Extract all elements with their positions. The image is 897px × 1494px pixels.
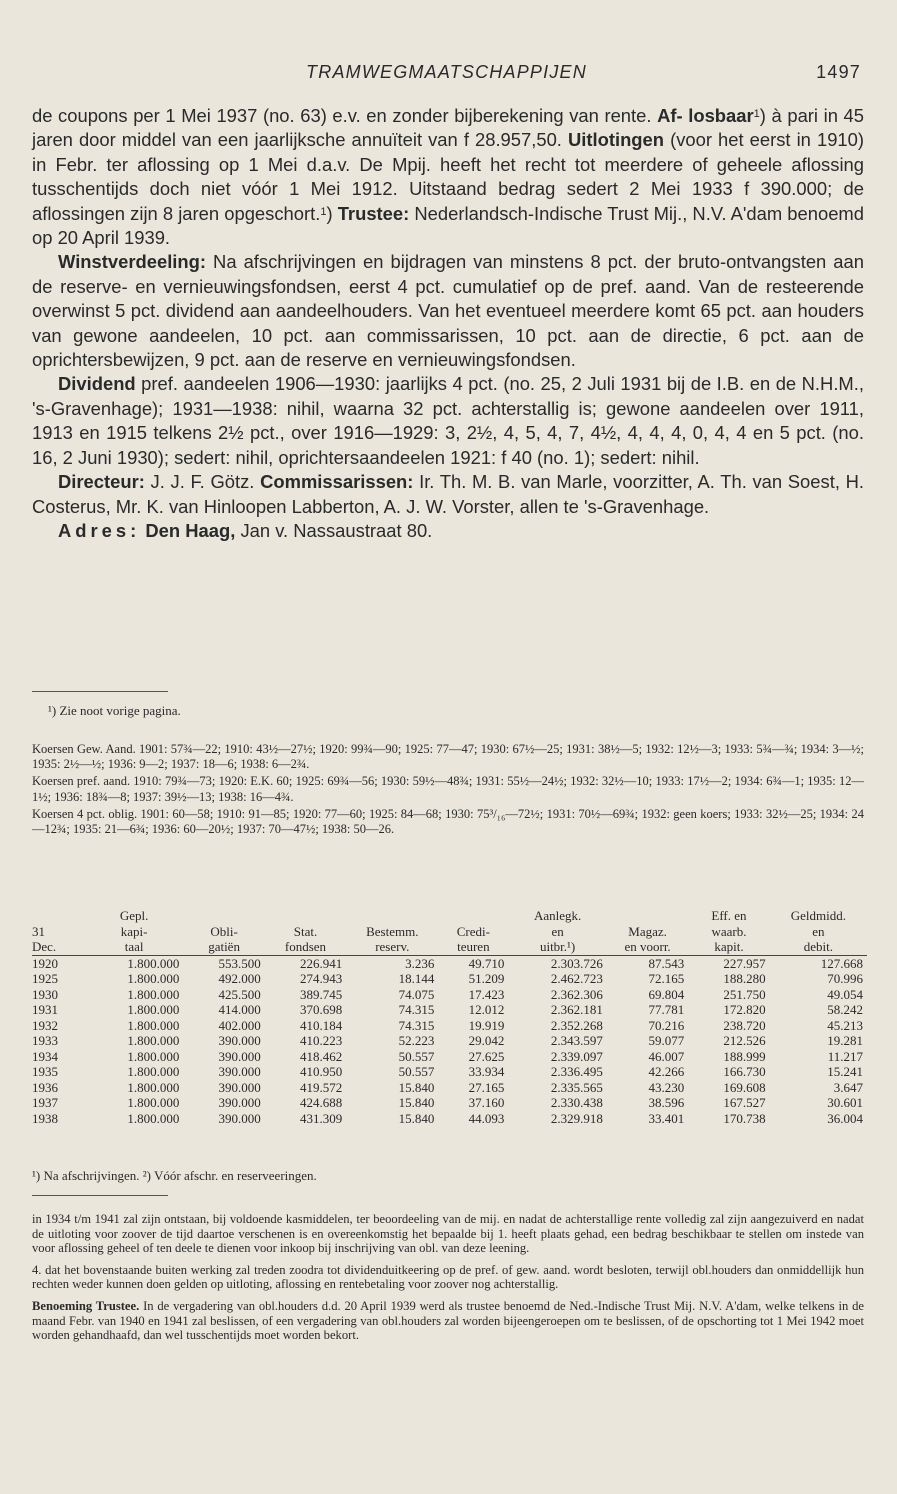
column-header: waarb. <box>711 923 747 939</box>
bold-term: Adres: <box>58 519 141 541</box>
divider <box>32 691 168 692</box>
table-row <box>32 1111 867 1127</box>
table-cell: 1.800.000 <box>127 1095 180 1110</box>
column-header: Obli- <box>210 923 238 939</box>
row-year: 1930 <box>32 986 58 1002</box>
column-header <box>607 908 688 924</box>
table-cell: 27.625 <box>468 1048 505 1064</box>
koersen-block <box>32 742 864 839</box>
row-year: 1936 <box>32 1079 58 1095</box>
column-header: Dec. <box>32 939 85 955</box>
row-year: 1920 <box>32 955 58 971</box>
table-cell: 188.999 <box>723 1048 766 1064</box>
row-year: 1933 <box>32 1033 58 1048</box>
table-cell: 33.934 <box>468 1064 505 1079</box>
table-cell: 188.280 <box>723 971 766 986</box>
table-cell: 42.266 <box>648 1064 685 1079</box>
table-cell: 2.329.918 <box>550 1110 603 1126</box>
column-header: Bestemm. <box>366 923 419 939</box>
text-run: de coupons per 1 Mei 1937 (no. 63) e.v. en zonder bijberekening van rente. <box>32 105 652 126</box>
table-cell: 419.572 <box>299 1079 343 1095</box>
column-header: taal <box>85 939 184 955</box>
bold-term: Af- <box>657 105 683 126</box>
table-cell: 227.957 <box>723 955 766 971</box>
table-cell: 69.804 <box>648 986 685 1002</box>
table-cell: 58.242 <box>827 1002 863 1017</box>
column-header: debit. <box>770 939 867 955</box>
table-cell: 1.800.000 <box>127 1033 180 1048</box>
table-cell: 170.738 <box>723 1110 766 1126</box>
column-header <box>183 908 264 924</box>
table-cell: 127.668 <box>820 955 863 971</box>
column-header: kapi- <box>120 923 148 939</box>
column-header: en voorr. <box>607 939 688 955</box>
column-header: teuren <box>438 939 508 955</box>
table-cell: 50.557 <box>398 1064 435 1079</box>
running-header <box>32 62 861 86</box>
table-cell: 74.315 <box>398 1017 435 1033</box>
table-cell: 36.004 <box>827 1110 863 1126</box>
table-cell: 390.000 <box>218 1064 261 1079</box>
table-cell: 77.781 <box>648 1002 685 1017</box>
column-header: Aanlegk. <box>533 908 582 923</box>
table-cell: 1.800.000 <box>127 955 180 971</box>
text-run: J. J. F. Götz. <box>150 471 255 493</box>
column-header: Credi- <box>456 923 490 939</box>
table-cell: 390.000 <box>218 1079 261 1095</box>
table-header-row <box>32 939 867 955</box>
table-cell: 2.362.306 <box>550 986 603 1002</box>
table-cell: 410.184 <box>299 1017 343 1033</box>
table-row <box>32 1064 867 1080</box>
paragraph-adres <box>32 519 864 543</box>
table-cell: 19.281 <box>827 1033 863 1048</box>
table-cell: 402.000 <box>218 1017 261 1033</box>
table-header-row <box>32 908 867 924</box>
bold-term: Directeur: <box>58 471 145 493</box>
table-cell: 2.303.726 <box>550 955 603 971</box>
table-cell: 59.077 <box>648 1033 685 1048</box>
column-header: 31 <box>32 923 45 939</box>
text-run: ) <box>326 202 333 224</box>
small-paragraph: in 1934 t/m 1941 zal zijn ontstaan, bij voldoende kasmiddelen, ter beoordeeling van de mij. en nadat de achterstallige rente volledig zal zijn aangezuiverd en nadat de uitloting voor zoover de tijd daartoe verschenen is en overeenkomstig het bepaalde bij 1. heeft plaats gehad, een bedrag beschikbaar te stellen om instede van voor aflossing geheel of ten deele te dienen voor inkoop bij inschrijving van obl. van deze leening. <box>32 1212 864 1256</box>
table-cell: 2.335.565 <box>550 1079 603 1095</box>
bold-term: losbaar <box>688 105 754 126</box>
row-year: 1937 <box>32 1095 58 1110</box>
bold-term: Commissarissen: <box>260 471 414 493</box>
table-cell: 17.423 <box>468 986 505 1002</box>
header-title: TRAMWEGMAATSCHAPPIJEN <box>306 62 587 82</box>
table-cell: 410.950 <box>299 1064 343 1079</box>
table-cell: 12.012 <box>468 1002 505 1017</box>
footnote: ¹) Zie noot vorige pagina. <box>48 703 181 718</box>
table-cell: 15.840 <box>398 1095 435 1110</box>
table-cell: 15.840 <box>398 1079 435 1095</box>
text-run: ) à pari in 45 jaren door middel van een jaarlijksche annuïteit van f 28.957,50. <box>32 105 864 151</box>
table-cell: 52.223 <box>398 1033 435 1048</box>
table-cell: 70.216 <box>648 1017 685 1033</box>
table-cell: 2.330.438 <box>550 1095 603 1110</box>
paragraph-winstverdeeling <box>32 250 864 372</box>
table-cell: 15.241 <box>827 1064 863 1079</box>
text-run: Na afschrijvingen en bijdragen van minstens 8 pct. der bruto-ontvangsten aan de reserve- en vernieuwingsfondsen, eerst 4 pct. cumulatief op de pref. aand. Van de resteerende overwinst 5 pct. dividend aan aandeelhouders. Van het eventueel meerdere komt 65 pct. aan houders van gewone aandeelen, 10 pct. aan commissarissen, 10 pct. aan de directie, 6 pct. aan de oprichtersbewijzen, 9 pct. aan de reserve en vernieuwingsfondsen. <box>32 251 864 371</box>
table-cell: 238.720 <box>723 1017 766 1033</box>
table-cell: 553.500 <box>218 955 261 971</box>
column-header: Gepl. <box>119 908 149 923</box>
bold-term: Benoeming Trustee. <box>32 1298 140 1313</box>
main-text <box>32 104 864 543</box>
financial-table <box>32 908 867 1126</box>
footnote-ref: 1 <box>753 108 760 120</box>
table-cell: 166.730 <box>723 1064 766 1079</box>
table-cell: 3.236 <box>405 955 435 971</box>
table-cell: 33.401 <box>648 1110 685 1126</box>
table-cell: 49.710 <box>468 955 505 971</box>
table-cell: 2.352.268 <box>550 1017 603 1033</box>
table-cell: 418.462 <box>299 1048 343 1064</box>
divider <box>32 1195 168 1196</box>
koersen-oblig: Koersen 4 pct. oblig. 1901: 60—58; 1910: 91—85; 1920: 77—60; 1925: 84—68; 1930: 75³/₁₆—72½; 1931: 70½—69¾; 1932: geen koers; 1933: 32½—25; 1934: 24—12¾; 1935: 21—6¾; 1936: 60—20½; 1937: 70—47½; 1938: 50—26. <box>32 806 864 837</box>
paragraph-directeur <box>32 470 864 519</box>
table-cell: 390.000 <box>218 1095 261 1110</box>
row-year: 1938 <box>32 1110 58 1126</box>
table-cell: 2.336.495 <box>550 1064 603 1079</box>
table-cell: 167.527 <box>723 1095 766 1110</box>
bold-term: Winstverdeeling: <box>58 251 207 273</box>
table-cell: 15.840 <box>398 1110 435 1126</box>
table-cell: 425.500 <box>218 986 261 1002</box>
bold-term: Den Haag, <box>145 519 236 541</box>
table-cell: 44.093 <box>468 1110 505 1126</box>
page-number: 1497 <box>816 62 861 82</box>
table-row <box>32 1033 867 1049</box>
table-cell: 45.213 <box>827 1017 863 1033</box>
table-cell: 38.596 <box>648 1095 685 1110</box>
row-year: 1935 <box>32 1064 58 1079</box>
table-cell: 169.608 <box>723 1079 766 1095</box>
row-year: 1932 <box>32 1017 58 1033</box>
column-header <box>32 908 85 924</box>
table-header-row <box>32 924 867 940</box>
table-cell: 1.800.000 <box>127 1064 180 1079</box>
table-cell: 43.230 <box>648 1079 685 1095</box>
text-run: In de vergadering van obl.houders d.d. 20 April 1939 werd als trustee benoemd de Ned.-Indische Trust Mij. N.V. A'dam, welke telkens in de maand Febr. van 1940 en 1941 zal beslissen, of een vergadering van obl.houders zal worden bijeengeroepen om te beslissen, of de opschorting tot 1 Mei 1942 moet worden gehandhaafd, dan wel tusschentijds moet worden bekort. <box>32 1298 864 1343</box>
table-cell: 1.800.000 <box>127 1002 180 1017</box>
table-footnote: ¹) Na afschrijvingen. ²) Vóór afschr. en reserveeringen. <box>32 1168 317 1183</box>
table-row <box>32 1080 867 1096</box>
paragraph-coupons <box>32 104 864 250</box>
table-cell: 390.000 <box>218 1048 261 1064</box>
column-header: gatiën <box>183 939 264 955</box>
bold-term: Uitlotingen <box>567 129 665 151</box>
table-cell: 50.557 <box>398 1048 435 1064</box>
footnote-ref: 1 <box>320 205 327 218</box>
table-cell: 74.315 <box>398 1002 435 1017</box>
table-cell: 19.919 <box>468 1017 505 1033</box>
table-cell: 1.800.000 <box>127 1017 180 1033</box>
table-cell: 390.000 <box>218 1110 261 1126</box>
text-run: Nederlandsch-Indische Trust Mij., N.V. A'dam benoemd op 20 April 1939. <box>32 202 864 249</box>
table-cell: 29.042 <box>468 1033 505 1048</box>
bold-term: Trustee: <box>337 202 410 224</box>
koersen-pref-aand: Koersen pref. aand. 1910: 79¾—73; 1920: E.K. 60; 1925: 69¾—56; 1930: 59½—48¾; 1931: 55½—24½; 1932: 32½—10; 1933: 17½—2; 1934: 6¾—1; 1935: 12—1½; 1936: 18¾—8; 1937: 39½—13; 1938: 16—4¾. <box>32 774 864 804</box>
table-cell: 30.601 <box>827 1095 863 1110</box>
table-cell: 390.000 <box>218 1033 261 1048</box>
small-print <box>32 1212 864 1350</box>
table-cell: 370.698 <box>299 1002 343 1017</box>
table-row <box>32 955 867 971</box>
table-cell: 37.160 <box>468 1095 505 1110</box>
row-year: 1925 <box>32 971 58 986</box>
column-header: Eff. en <box>711 908 747 923</box>
column-header: en <box>551 923 564 939</box>
table-cell: 1.800.000 <box>127 1079 180 1095</box>
table-cell: 51.209 <box>468 971 505 986</box>
text-run: Ir. Th. M. B. van Marle, voorzitter, A. Th. van Soest, H. Costerus, Mr. K. van Hinloopen Labberton, A. J. W. Vorster, allen te 's-Gravenhage. <box>32 471 864 517</box>
row-year: 1934 <box>32 1048 58 1064</box>
table-row <box>32 971 867 987</box>
table-cell: 251.750 <box>723 986 766 1002</box>
table-cell: 389.745 <box>299 986 343 1002</box>
table-cell: 3.647 <box>833 1079 863 1095</box>
table-cell: 1.800.000 <box>127 971 180 986</box>
column-header: en <box>812 923 825 939</box>
table-row <box>32 1018 867 1034</box>
column-header: reserv. <box>346 939 438 955</box>
table-cell: 2.339.097 <box>550 1048 603 1064</box>
column-header: Stat. <box>293 923 318 939</box>
column-header: kapit. <box>688 939 769 955</box>
table-cell: 1.800.000 <box>127 1110 180 1126</box>
table-cell: 2.362.181 <box>550 1002 603 1017</box>
table-cell: 72.165 <box>648 971 685 986</box>
column-header: Magaz. <box>628 923 667 939</box>
column-header <box>346 908 438 924</box>
table-cell: 2.462.723 <box>550 971 603 986</box>
column-header: fondsen <box>265 939 346 955</box>
table-cell: 87.543 <box>648 955 685 971</box>
table-cell: 27.165 <box>468 1079 505 1095</box>
table-cell: 11.217 <box>827 1048 863 1064</box>
table-cell: 414.000 <box>218 1002 261 1017</box>
table-cell: 1.800.000 <box>127 986 180 1002</box>
column-header <box>265 908 346 924</box>
table-cell: 1.800.000 <box>127 1048 180 1064</box>
table-cell: 18.144 <box>398 971 435 986</box>
small-paragraph: 4. dat het bovenstaande buiten werking zal treden zoodra tot dividenduitkeering op de pref. of gew. aand. wordt besloten, terwijl obl.houders dan onmiddellijk hun rechten weder kunnen doen gelden op uitloting, aflossing en rentebetaling voor zoover nog achterstallig. <box>32 1262 864 1292</box>
table-cell: 424.688 <box>299 1095 343 1110</box>
table-cell: 2.343.597 <box>550 1033 603 1048</box>
table-cell: 49.054 <box>827 986 863 1002</box>
table-cell: 46.007 <box>648 1048 685 1064</box>
table-row <box>32 987 867 1003</box>
paragraph-dividend <box>32 372 864 470</box>
table-cell: 410.223 <box>299 1033 343 1048</box>
table-cell: 172.820 <box>723 1002 766 1017</box>
bold-term: Dividend <box>58 373 136 395</box>
koersen-gew-aand: Koersen Gew. Aand. 1901: 57¾—22; 1910: 43½—27½; 1920: 99¾—90; 1925: 77—47; 1930: 67½—25; 1931: 38½—5; 1932: 12½—3; 1933: 5¾—¾; 1934: 3—½; 1935: 2½—½; 1936: 9—2; 1937: 18—6; 1938: 6—2¾. <box>32 742 864 772</box>
table-cell: 74.075 <box>398 986 435 1002</box>
table-cell: 212.526 <box>723 1033 766 1048</box>
column-header: uitbr.¹) <box>508 939 607 955</box>
column-header: Geldmidd. <box>790 908 846 923</box>
table-cell: 431.309 <box>299 1110 343 1126</box>
table-cell: 70.996 <box>827 971 863 986</box>
table-cell: 492.000 <box>218 971 261 986</box>
text-run: (voor het eerst in 1910) in Febr. ter aflossing op 1 Mei d.a.v. De Mpij. heeft het recht tot meerdere of geheele aflossing tusschentijds doch niet vóór 1 Mei 1912. Uitstaand bedrag sedert 2 Mei 1933 f 390.000; de aflossingen zijn 8 jaren opgeschort. <box>32 129 864 224</box>
table-cell: 274.943 <box>299 971 343 986</box>
column-header <box>438 908 508 924</box>
text-run: Jan v. Nassaustraat 80. <box>240 519 433 541</box>
table-cell: 226.941 <box>299 955 343 971</box>
table-row <box>32 1002 867 1018</box>
text-run: pref. aandeelen 1906—1930: jaarlijks 4 pct. (no. 25, 2 Juli 1931 bij de I.B. en de N.H.M., 's-Gravenhage); 1931—1938: nihil, waarna 32 pct. achterstallig is; gewone aandeelen over 1911, 1913 en 1915 telkens 2½ pct., over 1916—1929: 3, 2½, 4, 5, 4, 7, 4½, 4, 4, 4, 0, 4, 4 en 5 pct. (no. 16, 2 Juni 1930); sedert: nihil, oprichtersaandeelen 1921: f 40 (no. 1); sedert: nihil. <box>32 373 864 468</box>
table-row <box>32 1095 867 1111</box>
small-paragraph <box>32 1299 864 1343</box>
table-row <box>32 1049 867 1065</box>
row-year: 1931 <box>32 1002 58 1017</box>
